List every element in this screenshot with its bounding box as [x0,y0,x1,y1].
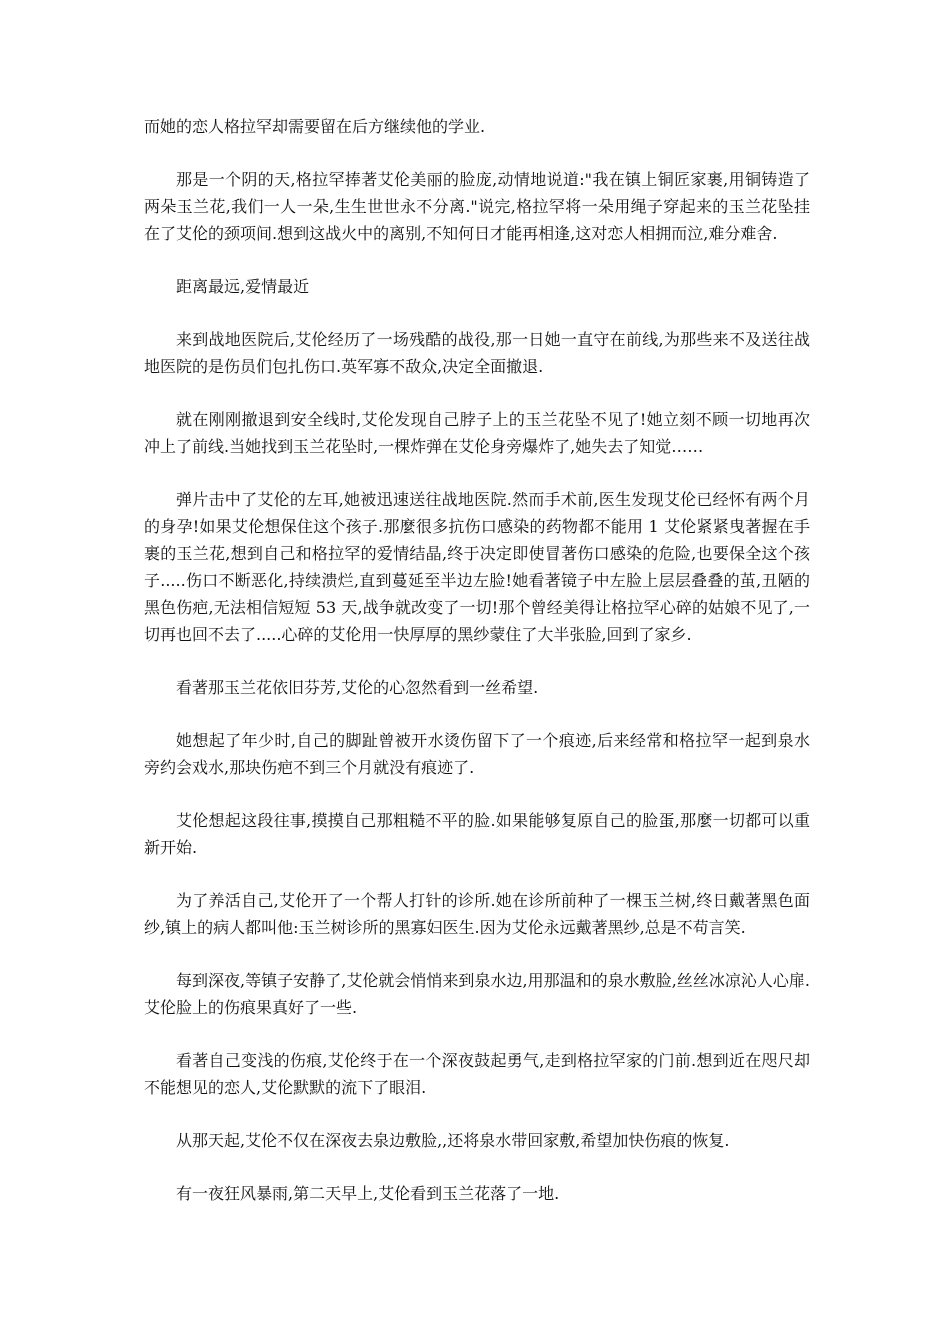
paragraph-13: 从那天起,艾伦不仅在深夜去泉边敷脸,,还将泉水带回家敷,希望加快伤痕的恢复. [176,1131,730,1150]
paragraph-1: 而她的恋人格拉罕却需要留在后方继续他的学业. [144,117,486,136]
paragraph-8: 她想起了年少时,自己的脚趾曾被开水烫伤留下了一个痕迹,后来经常和格拉罕一起到泉水旁约会戏水,那块伤疤不到三个月就没有痕迹了. [144,731,810,777]
paragraph-14: 有一夜狂风暴雨,第二天早上,艾伦看到玉兰花落了一地. [176,1184,560,1203]
paragraph-4: 来到战地医院后,艾伦经历了一场残酷的战役,那一日她一直守在前线,为那些来不及送往战地医院的是伤员们包扎伤口.英军寡不敌众,决定全面撤退. [144,330,810,376]
paragraph-9: 艾伦想起这段往事,摸摸自己那粗糙不平的脸.如果能够复原自己的脸蛋,那麼一切都可以重新开始. [144,811,810,857]
paragraph-6: 弹片击中了艾伦的左耳,她被迅速送往战地医院.然而手术前,医生发现艾伦已经怀有两个月的身孕!如果艾伦想保住这个孩子.那麼很多抗伤口感染的药物都不能用 1 艾伦紧紧曳著握在手裹的玉兰花,想到自己和格拉罕的爱情结晶,终于决定即使冒著伤口感染的危险,也要保全这个孩子.....伤口不断恶化,持续溃烂,直到蔓延至半边左脸!她看著镜子中左脸上层层叠叠的茧,丑陋的黑色伤疤,无法相信短短 53 天,战争就改变了一切!那个曾经美得让格拉罕心碎的姑娘不见了,一切再也回不去了.....心碎的艾伦用一快厚厚的黑纱蒙住了大半张脸,回到了家乡. [144,490,810,644]
paragraph-11: 每到深夜,等镇子安静了,艾伦就会悄悄来到泉水边,用那温和的泉水敷脸,丝丝冰凉沁人心扉.艾伦脸上的伤痕果真好了一些. [144,971,810,1017]
paragraph-2: 那是一个阴的天,格拉罕捧著艾伦美丽的脸庞,动情地说道:"我在镇上铜匠家裹,用铜铸造了两朵玉兰花,我们一人一朵,生生世世永不分离."说完,格拉罕将一朵用绳子穿起来的玉兰花坠挂在了艾伦的颈项间.想到这战火中的离别,不知何日才能再相逢,这对恋人相拥而泣,难分难舍. [144,170,810,243]
document-body [144,113,810,1233]
paragraph-5: 就在刚刚撤退到安全线时,艾伦发现自己脖子上的玉兰花坠不见了!她立刻不顾一切地再次冲上了前线.当她找到玉兰花坠时,一棵炸弹在艾伦身旁爆炸了,她失去了知觉…… [144,410,810,456]
section-heading: 距离最远,爱情最近 [176,277,310,296]
paragraph-12: 看著自己变浅的伤痕,艾伦终于在一个深夜鼓起勇气,走到格拉罕家的门前.想到近在咫尺却不能想见的恋人,艾伦默默的流下了眼泪. [144,1051,810,1097]
paragraph-7: 看著那玉兰花依旧芬芳,艾伦的心忽然看到一丝希望. [176,678,539,697]
paragraph-10: 为了养活自己,艾伦开了一个帮人打针的诊所.她在诊所前种了一棵玉兰树,终日戴著黑色面纱,镇上的病人都叫他:玉兰树诊所的黑寡妇医生.因为艾伦永远戴著黑纱,总是不苟言笑. [144,891,810,937]
